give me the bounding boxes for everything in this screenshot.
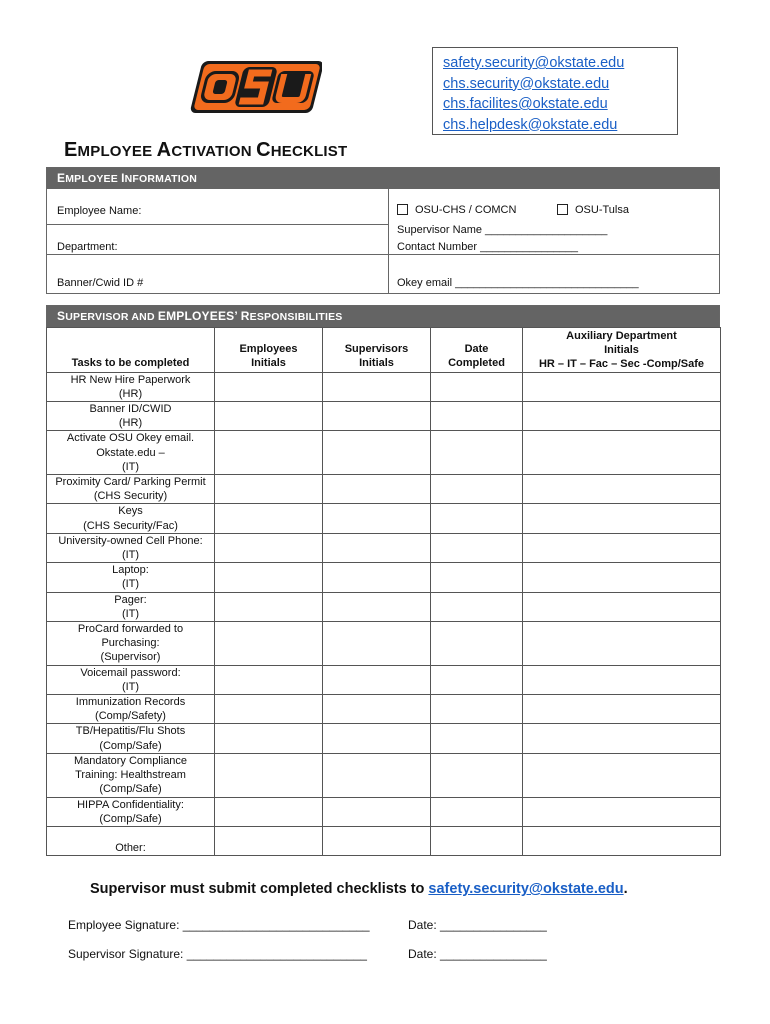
submit-instructions: Supervisor must submit completed checklists to safety.security@okstate.edu. [90,881,628,897]
employee-signature-date-field[interactable]: Date: ________________ [408,918,547,932]
table-row [47,504,721,533]
auxiliary-initials-cell[interactable] [523,622,721,666]
task-cell: Keys (CHS Security/Fac) [47,504,215,533]
date-completed-cell[interactable] [431,826,523,855]
contact-emails-box [432,47,678,135]
task-cell: Proximity Card/ Parking Permit (CHS Security) [47,475,215,504]
table-row [47,372,721,401]
date-completed-cell[interactable] [431,592,523,621]
task-cell: ProCard forwarded to Purchasing: (Supervisor) [47,622,215,666]
osu-logo [186,55,322,121]
employees-initials-cell[interactable] [215,724,323,753]
email-link-chs-facilities[interactable]: chs.facilites@okstate.edu [443,96,608,112]
supervisors-initials-cell[interactable] [323,563,431,592]
employees-initials-cell[interactable] [215,563,323,592]
employees-initials-cell[interactable] [215,504,323,533]
supervisor-signature-date-field[interactable]: Date: ________________ [408,947,547,961]
auxiliary-initials-cell[interactable] [523,695,721,724]
employees-initials-cell[interactable] [215,695,323,724]
date-completed-cell[interactable] [431,372,523,401]
task-cell: Other: [47,826,215,855]
supervisors-initials-cell[interactable] [323,431,431,475]
date-completed-cell[interactable] [431,475,523,504]
date-completed-cell[interactable] [431,504,523,533]
table-row [47,753,721,797]
task-cell: University-owned Cell Phone: (IT) [47,533,215,562]
responsibilities-header: SUPERVISOR AND EMPLOYEES’ RESPONSIBILITIES [46,305,720,327]
submit-email-link[interactable]: safety.security@okstate.edu [428,881,624,897]
auxiliary-initials-cell[interactable] [523,826,721,855]
task-cell: TB/Hepatitis/Flu Shots (Comp/Safe) [47,724,215,753]
email-link-chs-security[interactable]: chs.security@okstate.edu [443,75,610,92]
supervisors-initials-cell[interactable] [323,533,431,562]
supervisors-initials-cell[interactable] [323,402,431,431]
table-row [47,563,721,592]
table-row [47,826,721,855]
date-completed-cell[interactable] [431,665,523,694]
employees-initials-cell[interactable] [215,431,323,475]
responsibilities-table [46,327,721,856]
table-row [47,695,721,724]
date-completed-cell[interactable] [431,622,523,666]
auxiliary-initials-cell[interactable] [523,797,721,826]
auxiliary-initials-cell[interactable] [523,724,721,753]
auxiliary-initials-cell[interactable] [523,533,721,562]
task-cell: Laptop: (IT) [47,563,215,592]
table-row [47,724,721,753]
email-link-chs-helpdesk[interactable]: chs.helpdesk@okstate.edu [443,116,618,133]
contact-number-field[interactable]: Contact Number ________________ [397,241,579,253]
date-completed-cell[interactable] [431,402,523,431]
supervisors-initials-cell[interactable] [323,592,431,621]
campus-option-osu-chs[interactable]: OSU-CHS / COMCN [397,204,516,216]
auxiliary-initials-cell[interactable] [523,665,721,694]
osu-tulsa-checkbox[interactable] [557,204,568,215]
department-field[interactable]: Department: [57,241,118,253]
auxiliary-initials-cell[interactable] [523,372,721,401]
employees-initials-cell[interactable] [215,826,323,855]
table-row [47,797,721,826]
col-header-tasks: Tasks to be completed [47,328,215,373]
auxiliary-initials-cell[interactable] [523,753,721,797]
supervisors-initials-cell[interactable] [323,695,431,724]
table-row [47,475,721,504]
auxiliary-initials-cell[interactable] [523,592,721,621]
table-row [47,592,721,621]
employees-initials-cell[interactable] [215,753,323,797]
supervisor-signature-field[interactable]: Supervisor Signature: ___________________________ [68,947,367,961]
banner-id-field[interactable]: Banner/Cwid ID # [57,277,144,289]
task-cell: Activate OSU Okey email. Okstate.edu – (IT) [47,431,215,475]
supervisors-initials-cell[interactable] [323,622,431,666]
date-completed-cell[interactable] [431,431,523,475]
date-completed-cell[interactable] [431,753,523,797]
date-completed-cell[interactable] [431,533,523,562]
employee-signature-field[interactable]: Employee Signature: ____________________________ [68,918,370,932]
task-cell: HR New Hire Paperwork (HR) [47,372,215,401]
auxiliary-initials-cell[interactable] [523,431,721,475]
table-row [47,533,721,562]
table-row [47,622,721,666]
supervisors-initials-cell[interactable] [323,753,431,797]
col-header-date-completed: Date Completed [431,328,523,373]
employees-initials-cell[interactable] [215,592,323,621]
supervisors-initials-cell[interactable] [323,372,431,401]
table-row [47,665,721,694]
email-link-safety-security[interactable]: safety.security@okstate.edu [443,55,625,71]
supervisors-initials-cell[interactable] [323,724,431,753]
date-completed-cell[interactable] [431,724,523,753]
supervisors-initials-cell[interactable] [323,665,431,694]
table-row [47,431,721,475]
employee-information-header: EMPLOYEE INFORMATION [47,168,719,189]
auxiliary-initials-cell[interactable] [523,563,721,592]
col-header-employees-initials: Employees Initials [215,328,323,373]
task-cell: Voicemail password: (IT) [47,665,215,694]
osu-logo-icon [186,55,322,121]
auxiliary-initials-cell[interactable] [523,475,721,504]
employees-initials-cell[interactable] [215,372,323,401]
employees-initials-cell[interactable] [215,533,323,562]
col-header-supervisors-initials: Supervisors Initials [323,328,431,373]
employee-information-section [46,167,720,294]
okey-email-field[interactable]: Okey email ______________________________ [397,277,639,289]
page-title: EMPLOYEE ACTIVATION CHECKLIST [64,139,348,161]
employee-name-field[interactable]: Employee Name: [57,205,142,217]
task-cell: Mandatory Compliance Training: Healthstream (Comp/Safe) [47,753,215,797]
employees-initials-cell[interactable] [215,665,323,694]
task-cell: Banner ID/CWID (HR) [47,402,215,431]
employees-initials-cell[interactable] [215,402,323,431]
date-completed-cell[interactable] [431,695,523,724]
task-cell: Pager: (IT) [47,592,215,621]
table-row [47,402,721,431]
supervisors-initials-cell[interactable] [323,826,431,855]
supervisors-initials-cell[interactable] [323,797,431,826]
col-header-auxiliary-initials: Auxiliary Department Initials HR – IT – Fac – Sec -Comp/Safe [523,328,721,373]
supervisor-name-field[interactable]: Supervisor Name ____________________ [397,224,608,236]
osu-chs-checkbox[interactable] [397,204,408,215]
auxiliary-initials-cell[interactable] [523,402,721,431]
campus-option-osu-tulsa[interactable]: OSU-Tulsa [557,204,629,216]
table-header-row [47,328,721,373]
date-completed-cell[interactable] [431,797,523,826]
date-completed-cell[interactable] [431,563,523,592]
supervisors-initials-cell[interactable] [323,504,431,533]
supervisors-initials-cell[interactable] [323,475,431,504]
employees-initials-cell[interactable] [215,622,323,666]
task-cell: Immunization Records (Comp/Safety) [47,695,215,724]
employees-initials-cell[interactable] [215,475,323,504]
auxiliary-initials-cell[interactable] [523,504,721,533]
task-cell: HIPPA Confidentiality: (Comp/Safe) [47,797,215,826]
employees-initials-cell[interactable] [215,797,323,826]
